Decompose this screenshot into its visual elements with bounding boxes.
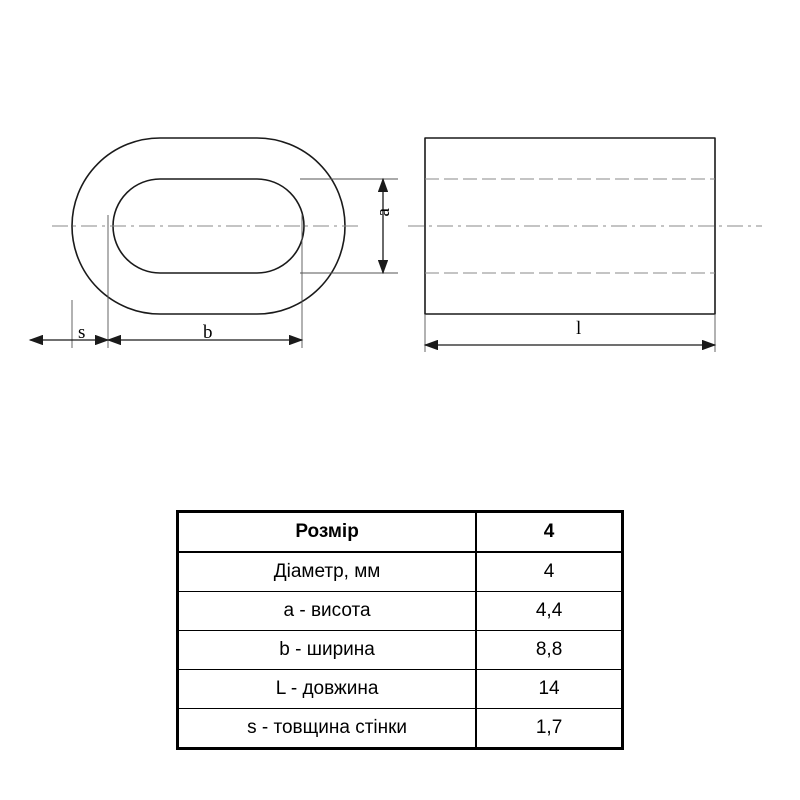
row-value-height: 4,4 [476, 592, 621, 631]
extension-lines [72, 179, 715, 352]
row-label-wall-thickness: s - товщина стінки [179, 709, 477, 748]
specification-table [178, 512, 622, 748]
dimension-label-s: s [78, 322, 86, 343]
table-row [179, 709, 622, 748]
row-value-width: 8,8 [476, 631, 621, 670]
row-value-wall-thickness: 1,7 [476, 709, 621, 748]
table-row [179, 552, 622, 592]
row-value-length: 14 [476, 670, 621, 709]
dimension-lines [30, 179, 715, 345]
row-label-length: L - довжина [179, 670, 477, 709]
table-body [179, 513, 622, 748]
table-header-value: 4 [476, 513, 621, 553]
row-label-width: b - ширина [179, 631, 477, 670]
table-row [179, 631, 622, 670]
table-row [179, 670, 622, 709]
dimension-label-l: l [576, 318, 582, 339]
row-label-diameter: Діаметр, мм [179, 552, 477, 592]
table-header-name: Розмір [179, 513, 477, 553]
table-row [179, 592, 622, 631]
table-header-row [179, 513, 622, 553]
dimension-label-b: b [203, 322, 213, 343]
row-value-diameter: 4 [476, 552, 621, 592]
row-label-height: a - висота [179, 592, 477, 631]
dimension-label-a: a [373, 208, 394, 217]
